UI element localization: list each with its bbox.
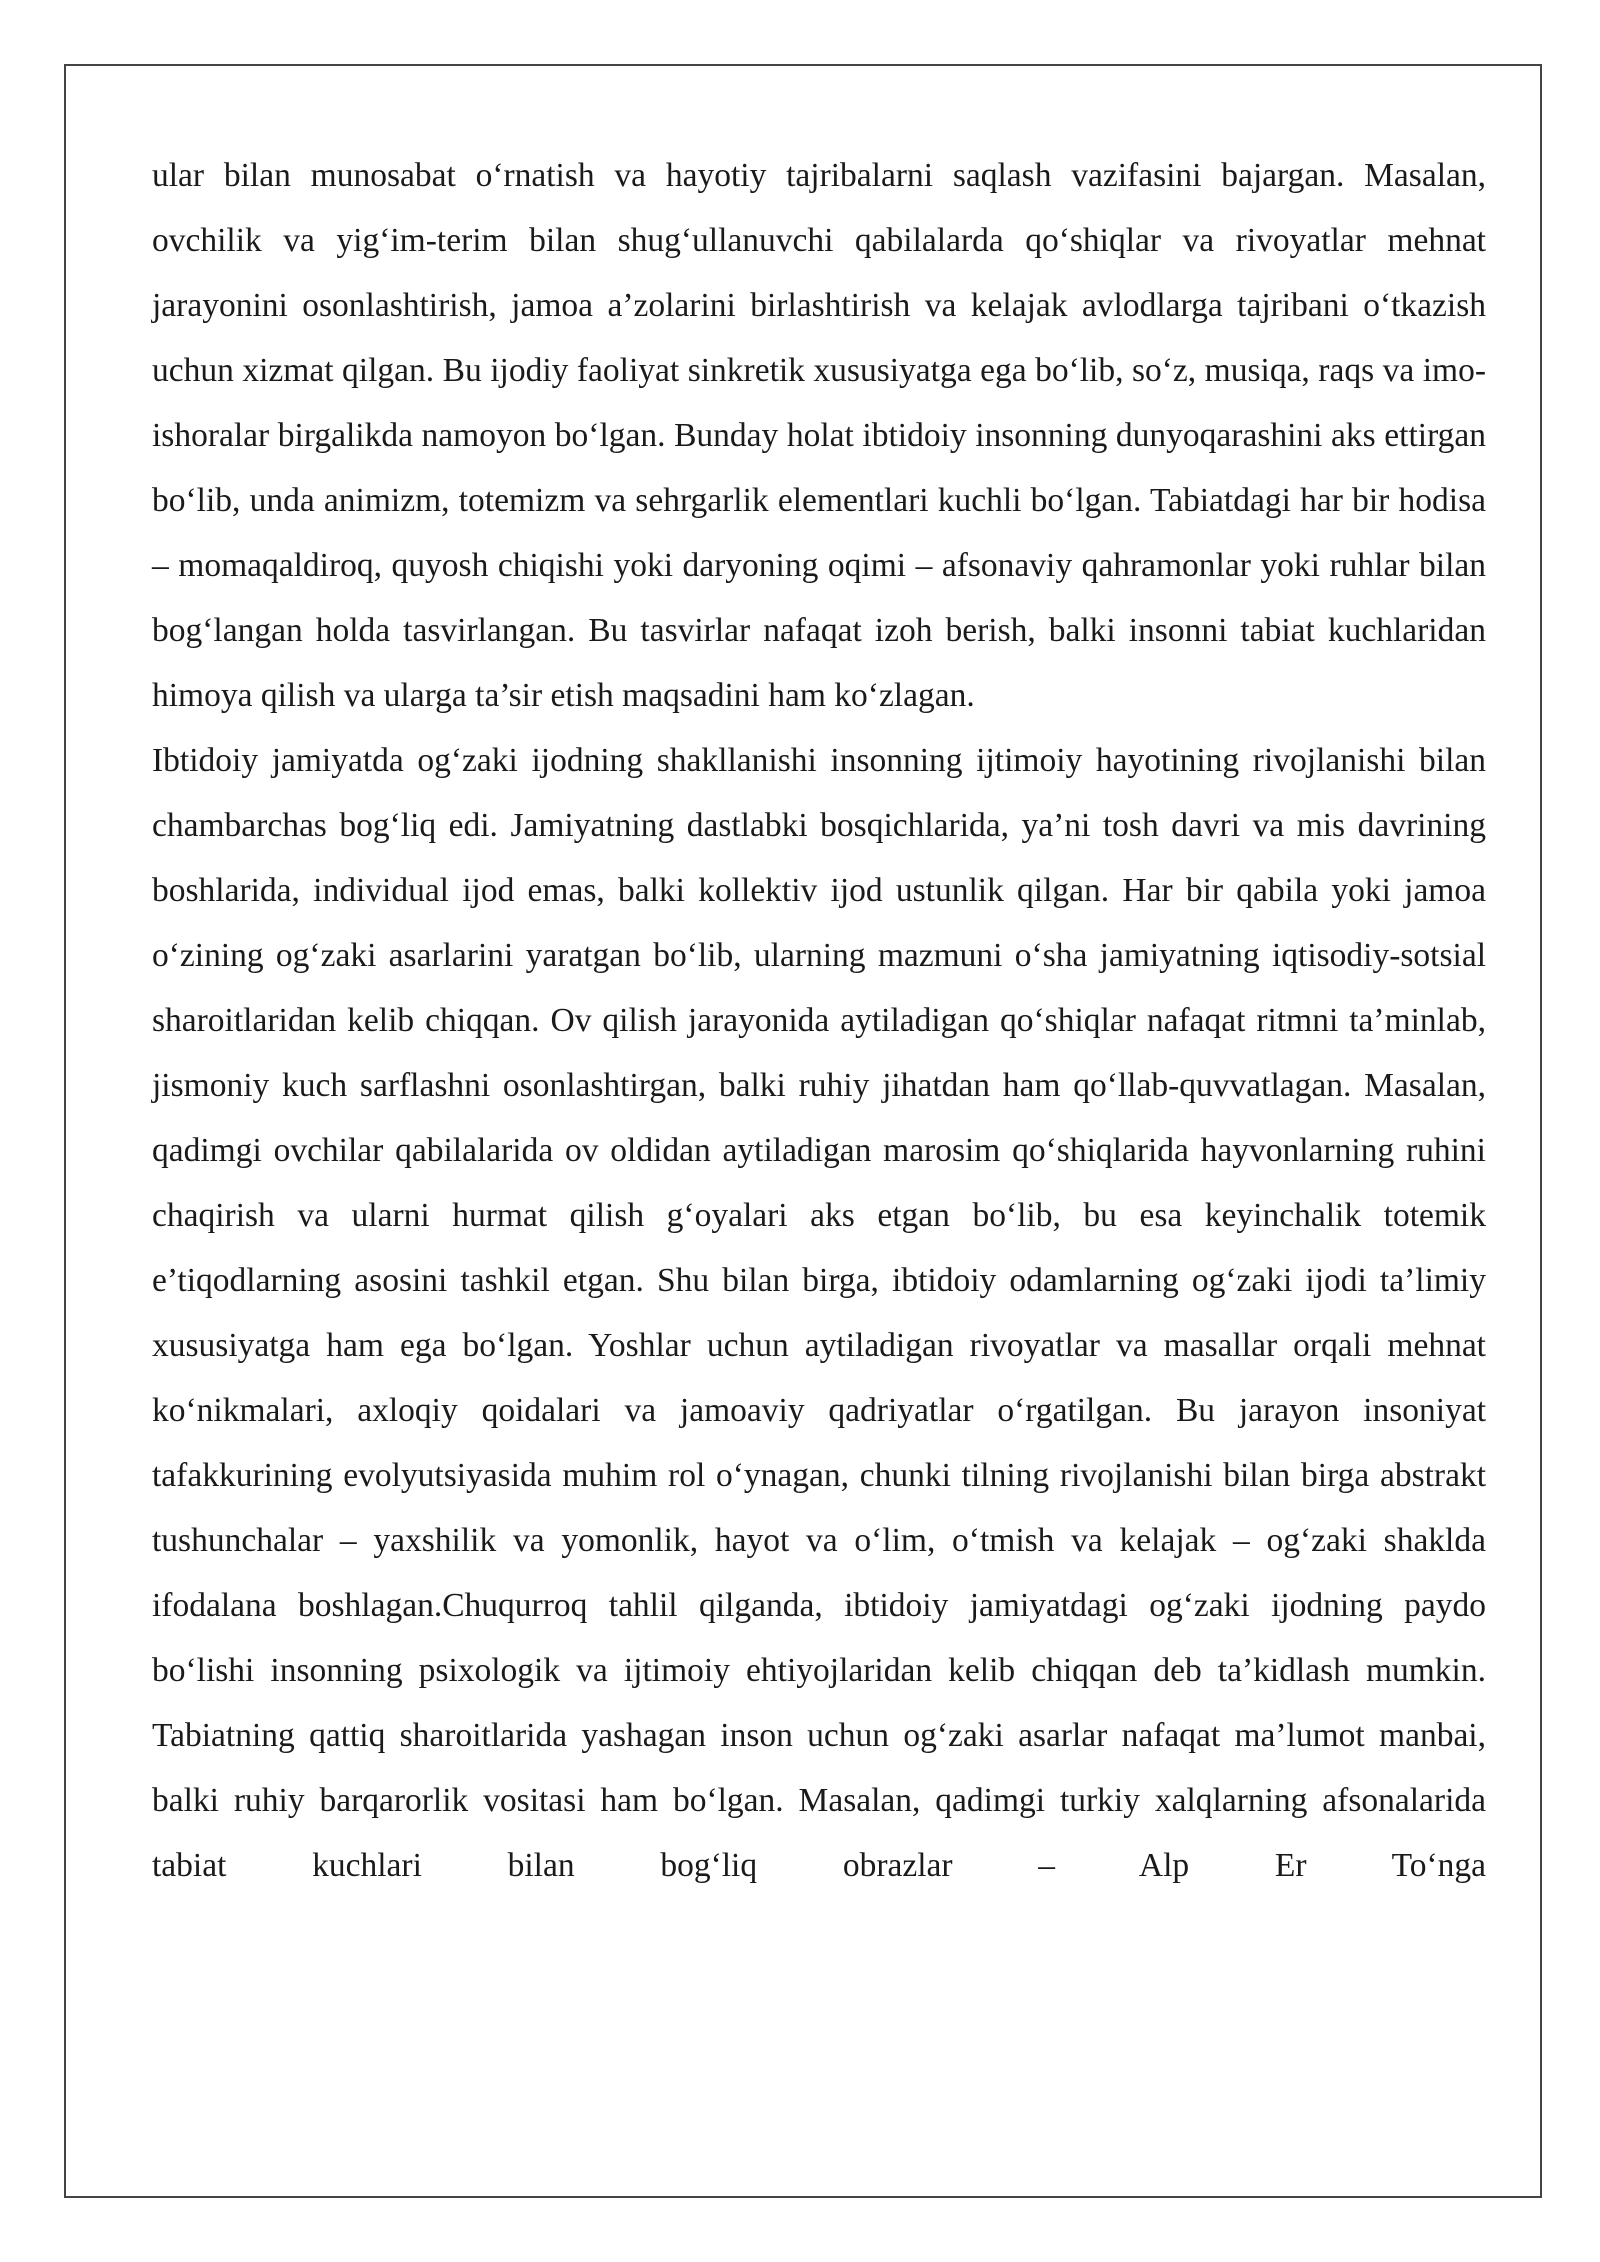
paragraph-1: ular bilan munosabat o‘rnatish va hayotiy tajribalarni saqlash vazifasini bajargan. Masalan, ovchilik va yig‘im-terim bilan shug‘ullanuvchi qabilalarda qo‘shiqlar va rivoyatlar mehnat jarayonini osonlashtirish, jamoa a’zolarini birlashtirish va kelajak avlodlarga tajribani o‘tkazish uchun xizmat qilgan. Bu ijodiy faoliyat sinkretik xususiyatga ega bo‘lib, so‘z, musiqa, raqs va imo-ishoralar birgalikda namoyon bo‘lgan. Bunday holat ibtidoiy insonning dunyoqarashini aks ettirgan bo‘lib, unda animizm, totemizm va sehrgarlik elementlari kuchli bo‘lgan. Tabiatdagi har bir hodisa – momaqaldiroq, quyosh chiqishi yoki daryoning oqimi – afsonaviy qahramonlar yoki ruhlar bilan bog‘langan holda tasvirlangan. Bu tasvirlar nafaqat izoh berish, balki insonni tabiat kuchlaridan himoya qilish va ularga ta’sir etish maqsadini ham ko‘zlagan. (152, 157, 1486, 714)
document-body (152, 143, 1486, 1898)
paragraph-2: Ibtidoiy jamiyatda og‘zaki ijodning shakllanishi insonning ijtimoiy hayotining rivojlanishi bilan chambarchas bog‘liq edi. Jamiyatning dastlabki bosqichlarida, ya’ni tosh davri va mis davrining boshlarida, individual ijod emas, balki kollektiv ijod ustunlik qilgan. Har bir qabila yoki jamoa o‘zining og‘zaki asarlarini yaratgan bo‘lib, ularning mazmuni o‘sha jamiyatning iqtisodiy-sotsial sharoitlaridan kelib chiqqan. Ov qilish jarayonida aytiladigan qo‘shiqlar nafaqat ritmni ta’minlab, jismoniy kuch sarflashni osonlashtirgan, balki ruhiy jihatdan ham qo‘llab-quvvatlagan. Masalan, qadimgi ovchilar qabilalarida ov oldidan aytiladigan marosim qo‘shiqlarida hayvonlarning ruhini chaqirish va ularni hurmat qilish g‘oyalari aks etgan bo‘lib, bu esa keyinchalik totemik e’tiqodlarning asosini tashkil etgan. Shu bilan birga, ibtidoiy odamlarning og‘zaki ijodi ta’limiy xususiyatga ham ega bo‘lgan. Yoshlar uchun aytiladigan rivoyatlar va masallar orqali mehnat ko‘nikmalari, axloqiy qoidalari va jamoaviy qadriyatlar o‘rgatilgan. Bu jarayon insoniyat tafakkurining evolyutsiyasida muhim rol o‘ynagan, chunki tilning rivojlanishi bilan birga abstrakt tushunchalar – yaxshilik va yomonlik, hayot va o‘lim, o‘tmish va kelajak – og‘zaki shaklda ifodalana boshlagan.Chuqurroq tahlil qilganda, ibtidoiy jamiyatdagi og‘zaki ijodning paydo bo‘lishi insonning psixologik va ijtimoiy ehtiyojlaridan kelib chiqqan deb ta’kidlash mumkin. Tabiatning qattiq sharoitlarida yashagan inson uchun og‘zaki asarlar nafaqat ma’lumot manbai, balki ruhiy barqarorlik vositasi ham bo‘lgan. Masalan, qadimgi turkiy xalqlarning afsonalarida tabiat kuchlari bilan bog‘liq obrazlar – Alp Er To‘nga (152, 742, 1486, 1884)
